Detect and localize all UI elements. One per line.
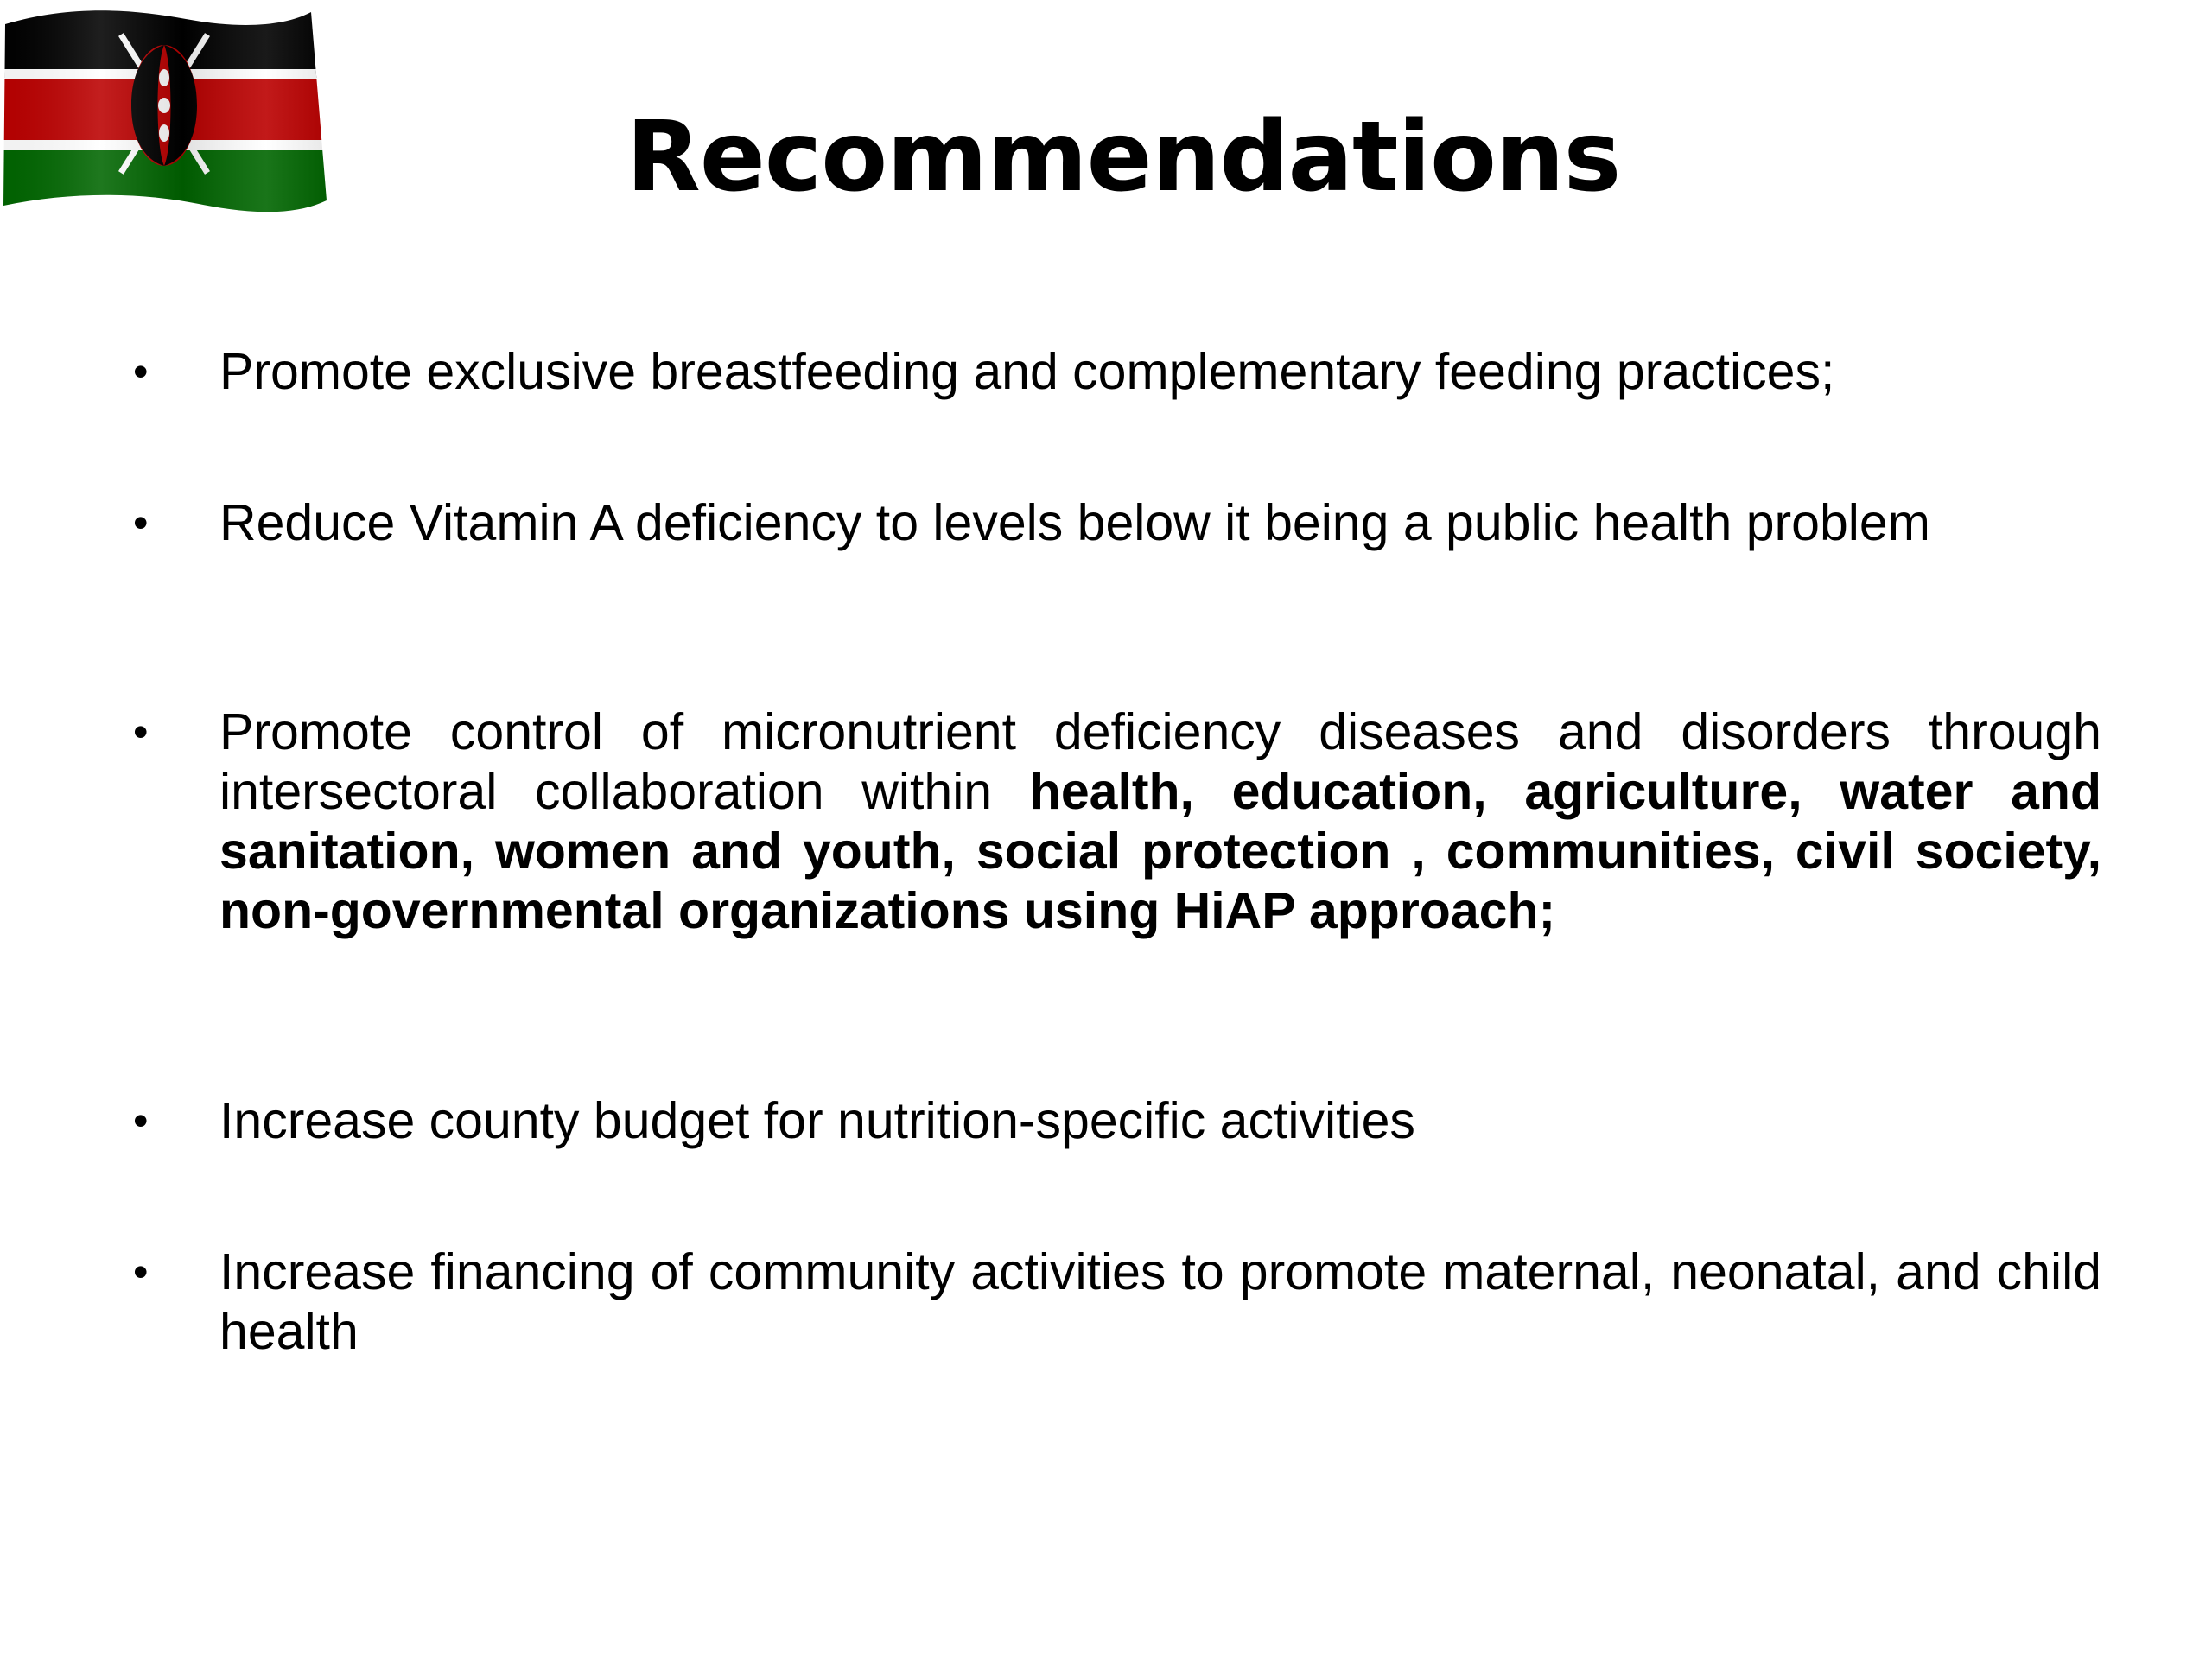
list-item-text: Promote exclusive breastfeeding and complementary feeding practices; (219, 343, 1835, 400)
bullet-icon: • (133, 499, 149, 547)
list-item (133, 1243, 2101, 1362)
list-item (133, 702, 2101, 941)
list-item-text: Increase county budget for nutrition-specific activities (219, 1092, 1415, 1149)
list-item (133, 1091, 2101, 1151)
bullet-icon: • (133, 347, 149, 396)
bullet-icon: • (133, 1248, 149, 1296)
list-item (133, 493, 2101, 553)
list-item-bold-text: health, education, agriculture, water and sanitation, women and youth, social protection , communities, civil society, non-governmental organizations using HiAP approach; (219, 763, 2101, 939)
bullet-icon: • (133, 708, 149, 756)
list-item-text: Reduce Vitamin A deficiency to levels below it being a public health problem (219, 494, 1930, 551)
slide-title: Recommendations (626, 101, 1621, 213)
list-item-text: Increase financing of community activities to promote maternal, neonatal, and child health (219, 1243, 2101, 1360)
bullet-icon: • (133, 1096, 149, 1145)
list-item-text: Promote control of micronutrient deficiency diseases and disorders through intersectoral collaboration within (219, 703, 2101, 820)
list-item (133, 342, 2101, 402)
